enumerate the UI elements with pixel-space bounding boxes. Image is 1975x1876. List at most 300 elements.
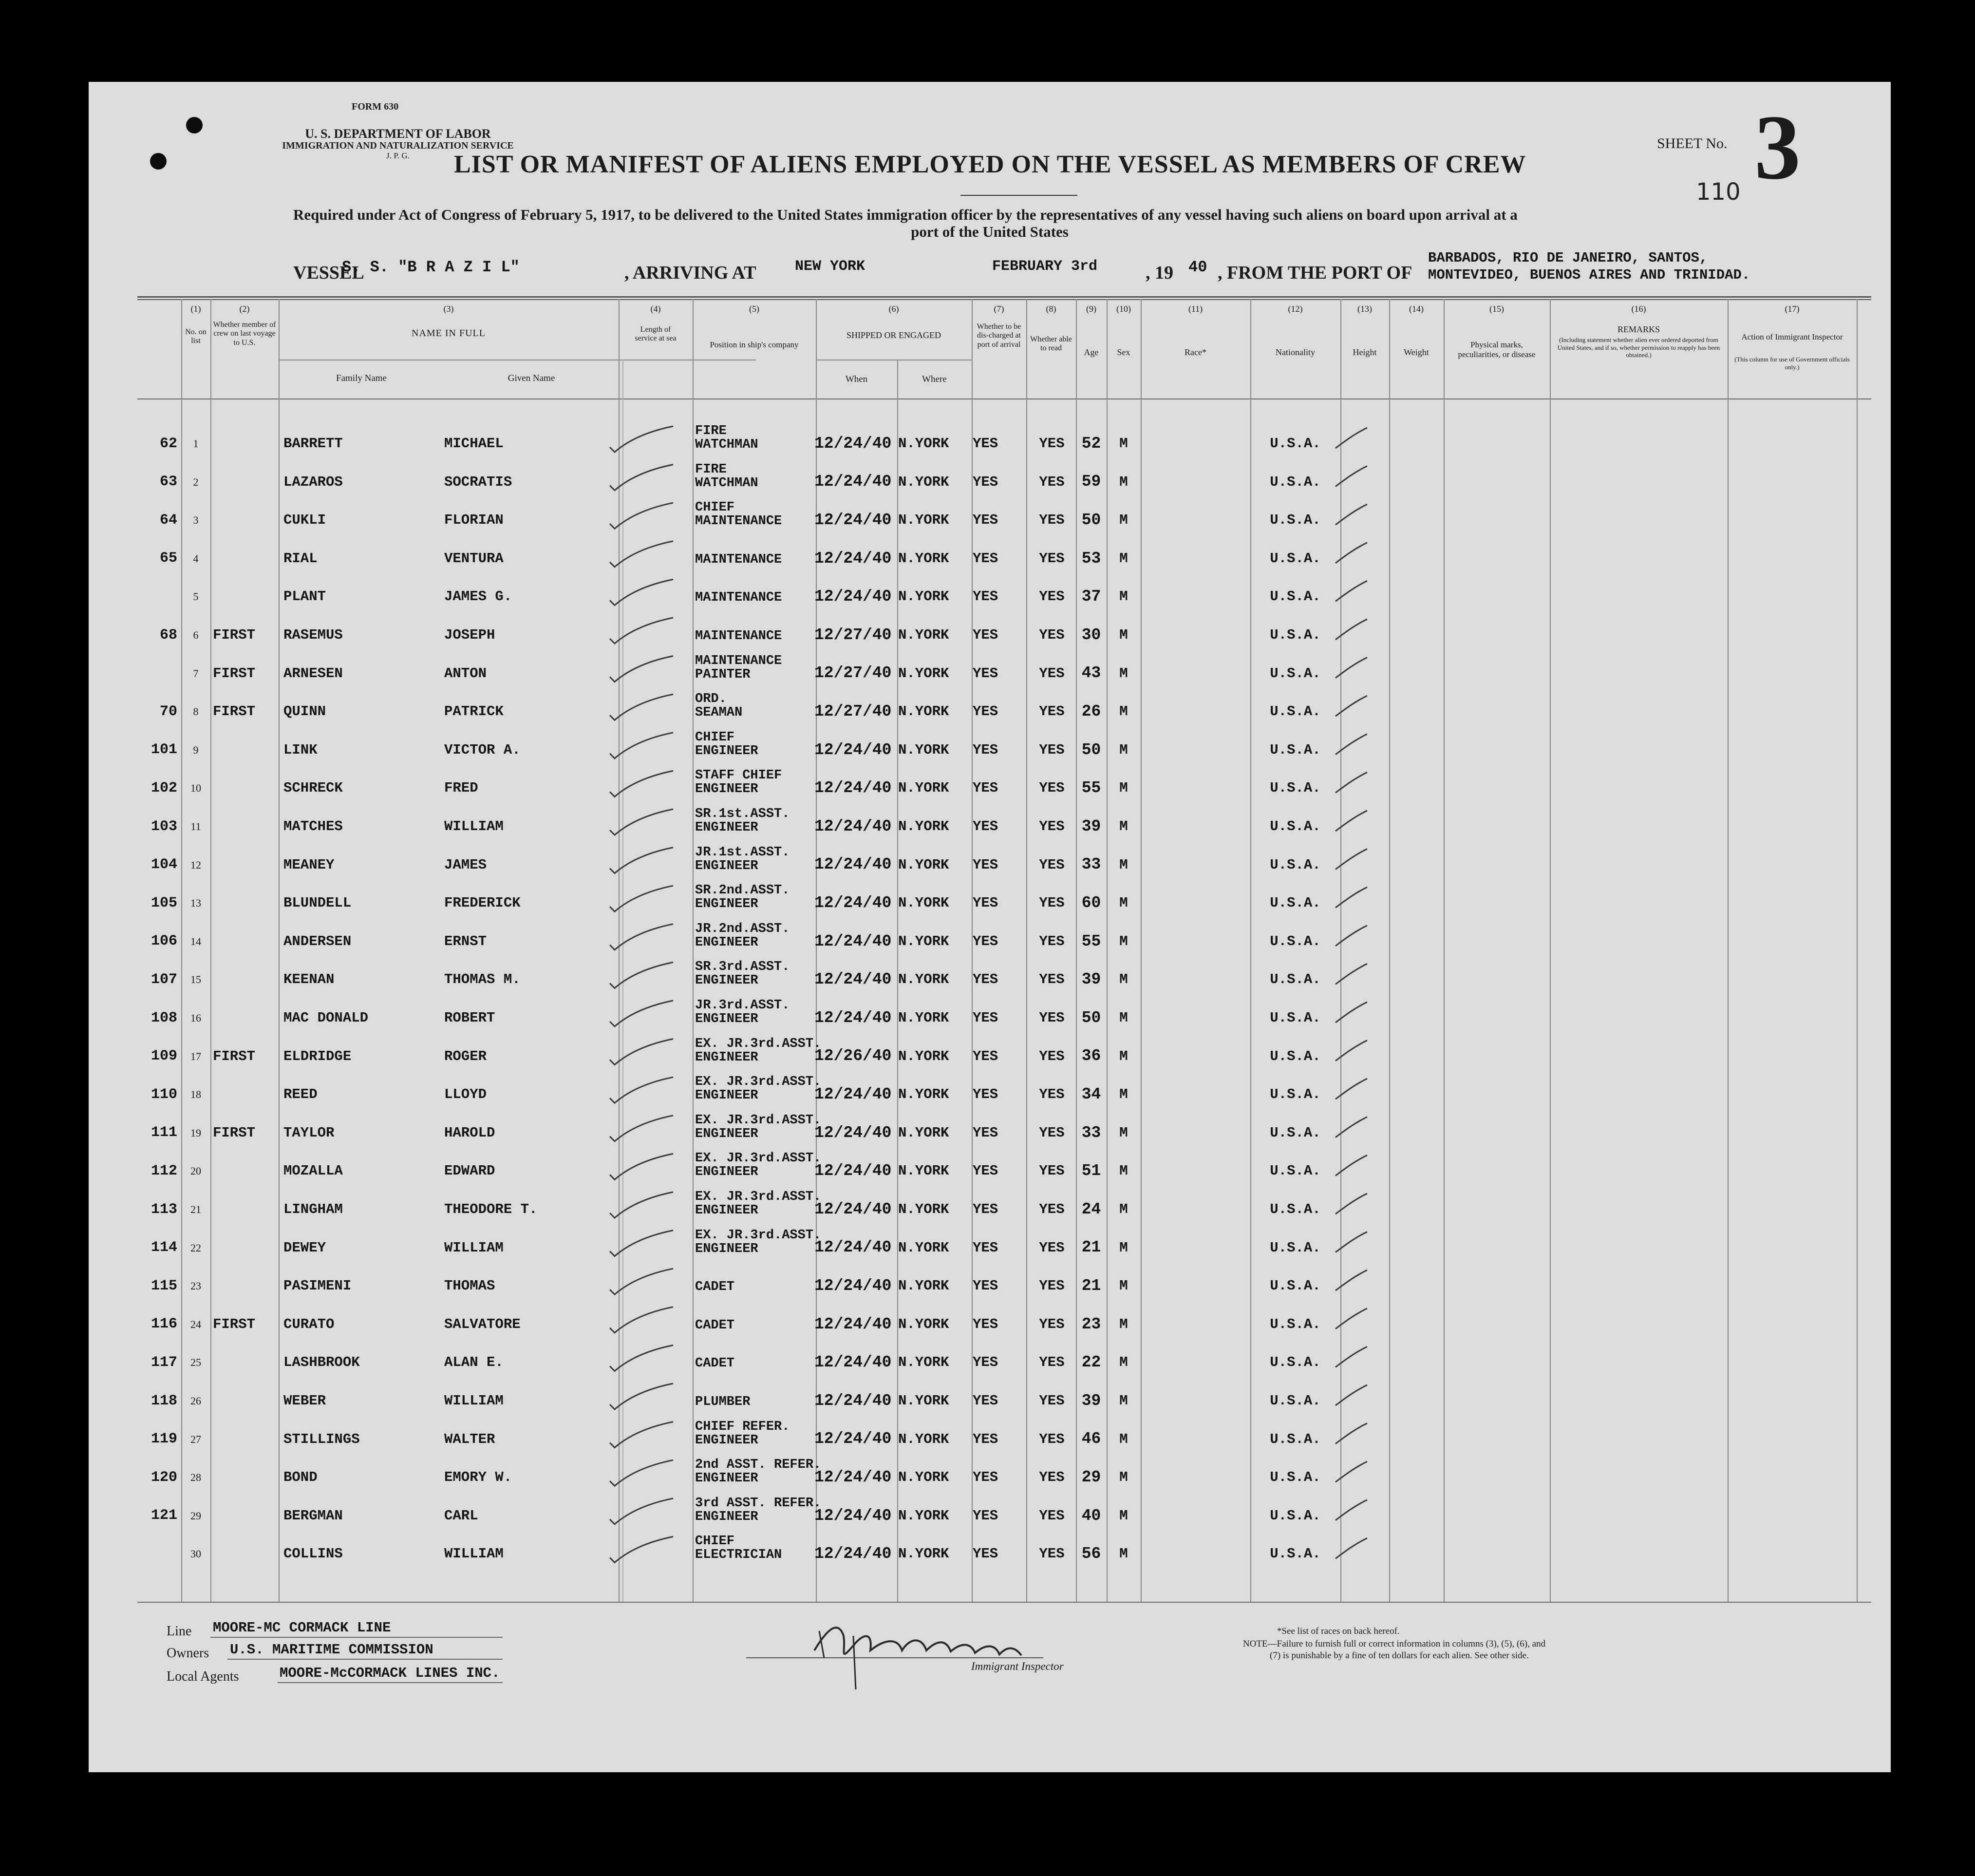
row-age: 21 [1081, 1277, 1101, 1295]
row-family-name: KEENAN [283, 971, 335, 988]
row-age: 53 [1081, 549, 1101, 568]
col17-number: (17) [1785, 304, 1800, 314]
row-position-line1: JR.3rd.ASST. [695, 998, 790, 1013]
row-ref-number: 109 [150, 1048, 177, 1065]
row-shipped-where: N.YORK [898, 1201, 949, 1218]
nationality-check-mark [1335, 1155, 1367, 1175]
service-check-mark [610, 1077, 673, 1103]
row-sex: M [1119, 933, 1128, 949]
row-nationality: U.S.A. [1270, 1086, 1321, 1103]
row-position-line1: MAINTENANCE [695, 653, 782, 668]
nationality-check-mark [1335, 1117, 1367, 1137]
row-position-line2: ENGINEER [695, 743, 758, 758]
row-sex: M [1119, 1507, 1128, 1524]
row-shipped-where: N.YORK [898, 550, 949, 567]
row-discharged: YES [973, 1124, 998, 1141]
row-shipped-when: 12/24/40 [814, 587, 892, 606]
row-discharged: YES [973, 550, 998, 567]
row-last-voyage: FIRST [213, 703, 256, 720]
row-nationality: U.S.A. [1270, 1278, 1321, 1294]
col4-number: (4) [650, 304, 661, 314]
row-sex: M [1119, 856, 1128, 873]
row-given-name: ERNST [444, 933, 487, 949]
row-able-to-read: YES [1039, 780, 1065, 796]
row-sex: M [1119, 1239, 1128, 1256]
col7-number: (7) [994, 304, 1004, 314]
row-shipped-where: N.YORK [898, 1239, 949, 1256]
form-number: FORM 630 [352, 101, 399, 112]
row-able-to-read: YES [1039, 741, 1065, 758]
row-family-name: MATCHES [283, 818, 343, 835]
row-ref-number: 112 [150, 1162, 177, 1179]
row-sex: M [1119, 703, 1128, 720]
row-shipped-where: N.YORK [898, 780, 949, 796]
row-shipped-where: N.YORK [898, 933, 949, 949]
row-sex: M [1119, 1086, 1128, 1103]
col3-family-label: Family Name [336, 373, 387, 383]
nationality-check-mark [1335, 428, 1367, 448]
row-shipped-where: N.YORK [898, 1124, 949, 1141]
row-age: 33 [1081, 1123, 1101, 1142]
row-ref-number: 117 [150, 1354, 177, 1371]
row-shipped-when: 12/27/40 [814, 625, 892, 644]
form-initials: J. P. G. [386, 151, 410, 160]
row-position-line2: ENGINEER [695, 1433, 758, 1448]
row-age: 52 [1081, 434, 1101, 453]
col8-number: (8) [1046, 304, 1056, 314]
service-check-mark [610, 1192, 673, 1218]
row-nationality: U.S.A. [1270, 780, 1321, 796]
row-shipped-when: 12/24/40 [814, 1468, 892, 1487]
row-shipped-when: 12/24/40 [814, 549, 892, 568]
service-check-mark [610, 1345, 673, 1371]
row-list-number: 13 [190, 897, 201, 910]
row-family-name: RASEMUS [283, 627, 343, 644]
row-discharged: YES [973, 1278, 998, 1294]
nationality-check-mark [1335, 466, 1367, 487]
row-ref-number: 114 [150, 1239, 177, 1256]
row-position-line2: ENGINEER [695, 1509, 758, 1524]
row-age: 36 [1081, 1047, 1101, 1065]
row-position-line1: SR.2nd.ASST. [695, 883, 790, 898]
col7-label: Whether to be dis-charged at port of arrival [977, 322, 1021, 349]
line-rule [210, 1637, 503, 1638]
row-nationality: U.S.A. [1270, 895, 1321, 911]
nationality-check-mark [1335, 1385, 1367, 1405]
row-shipped-where: N.YORK [898, 895, 949, 911]
service-check-mark [610, 1383, 673, 1409]
row-age: 46 [1081, 1430, 1101, 1448]
row-ref-number: 121 [150, 1507, 177, 1524]
row-given-name: WILLIAM [444, 1393, 504, 1409]
row-shipped-where: N.YORK [898, 1393, 949, 1409]
row-ref-number: 120 [150, 1469, 177, 1486]
col16-number: (16) [1631, 304, 1646, 314]
row-sex: M [1119, 512, 1128, 529]
col12-label: Nationality [1276, 347, 1315, 357]
nationality-check-mark [1335, 619, 1367, 640]
row-able-to-read: YES [1039, 1124, 1065, 1141]
stamp-number: 110 [1696, 178, 1741, 206]
row-shipped-where: N.YORK [898, 1431, 949, 1447]
row-shipped-where: N.YORK [898, 1354, 949, 1371]
row-able-to-read: YES [1039, 1163, 1065, 1179]
row-given-name: THOMAS [444, 1278, 495, 1294]
row-list-number: 3 [193, 514, 199, 527]
row-age: 56 [1081, 1545, 1101, 1563]
row-shipped-when: 12/26/40 [814, 1047, 892, 1065]
col12-number: (12) [1288, 304, 1303, 314]
row-position-line2: MAINTENANCE [695, 590, 782, 606]
col14-label: Weight [1404, 347, 1429, 357]
service-check-mark [610, 733, 673, 758]
row-nationality: U.S.A. [1270, 818, 1321, 835]
row-nationality: U.S.A. [1270, 550, 1321, 567]
row-sex: M [1119, 1201, 1128, 1218]
row-shipped-when: 12/24/40 [814, 1506, 892, 1525]
row-family-name: RIAL [283, 550, 318, 567]
service-check-mark [610, 1154, 673, 1179]
row-discharged: YES [973, 703, 998, 720]
row-shipped-when: 12/24/40 [814, 1162, 892, 1180]
service-check-mark [610, 848, 673, 873]
service-check-mark [610, 579, 673, 605]
nationality-check-mark [1335, 926, 1367, 946]
row-ref-number: 104 [150, 856, 177, 873]
row-list-number: 8 [193, 705, 199, 718]
row-given-name: EMORY W. [444, 1469, 512, 1486]
nationality-check-mark [1335, 1041, 1367, 1061]
col3-label: NAME IN FULL [412, 328, 486, 339]
row-nationality: U.S.A. [1270, 1354, 1321, 1371]
row-shipped-where: N.YORK [898, 665, 949, 682]
row-family-name: WEBER [283, 1393, 326, 1409]
row-age: 33 [1081, 855, 1101, 874]
row-position-line2: ENGINEER [695, 1165, 758, 1180]
row-position-line2: ENGINEER [695, 820, 758, 835]
nationality-check-mark [1335, 504, 1367, 525]
row-position-line1: CHIEF [695, 1534, 735, 1549]
row-nationality: U.S.A. [1270, 1507, 1321, 1524]
row-position-line2: CADET [695, 1318, 735, 1333]
row-nationality: U.S.A. [1270, 856, 1321, 873]
row-ref-number: 103 [150, 818, 177, 835]
nationality-check-mark [1335, 658, 1367, 678]
row-ref-number: 101 [150, 741, 177, 758]
row-list-number: 28 [190, 1471, 201, 1484]
row-nationality: U.S.A. [1270, 1393, 1321, 1409]
row-given-name: ROBERT [444, 1010, 495, 1026]
sheet-number: 3 [1754, 96, 1801, 199]
row-family-name: REED [283, 1086, 318, 1103]
row-shipped-where: N.YORK [898, 1010, 949, 1026]
row-able-to-read: YES [1039, 1239, 1065, 1256]
manifest-sheet [89, 82, 1891, 1772]
row-nationality: U.S.A. [1270, 512, 1321, 529]
row-able-to-read: YES [1039, 1393, 1065, 1409]
row-family-name: BLUNDELL [283, 895, 352, 911]
row-family-name: ANDERSEN [283, 933, 352, 949]
row-able-to-read: YES [1039, 1010, 1065, 1026]
row-nationality: U.S.A. [1270, 933, 1321, 949]
row-nationality: U.S.A. [1270, 1431, 1321, 1447]
col9-number: (9) [1086, 304, 1096, 314]
row-shipped-where: N.YORK [898, 1316, 949, 1332]
row-ref-number: 105 [150, 894, 177, 911]
nationality-check-mark [1335, 1461, 1367, 1482]
row-discharged: YES [973, 933, 998, 949]
row-shipped-where: N.YORK [898, 436, 949, 452]
row-nationality: U.S.A. [1270, 971, 1321, 988]
row-able-to-read: YES [1039, 1469, 1065, 1486]
row-discharged: YES [973, 665, 998, 682]
row-discharged: YES [973, 512, 998, 529]
row-given-name: HAROLD [444, 1124, 495, 1141]
line-value: MOORE-MC CORMACK LINE [213, 1620, 391, 1636]
row-age: 30 [1081, 625, 1101, 644]
row-able-to-read: YES [1039, 1507, 1065, 1524]
row-able-to-read: YES [1039, 1316, 1065, 1332]
row-given-name: JAMES [444, 856, 487, 873]
row-given-name: WILLIAM [444, 1239, 504, 1256]
service-check-mark [610, 1001, 673, 1026]
row-shipped-where: N.YORK [898, 1086, 949, 1103]
row-shipped-where: N.YORK [898, 588, 949, 605]
row-shipped-where: N.YORK [898, 474, 949, 490]
from-port-label: , FROM THE PORT OF [1218, 263, 1412, 283]
row-list-number: 7 [193, 667, 199, 680]
col9-label: Age [1084, 347, 1099, 357]
row-age: 40 [1081, 1506, 1101, 1525]
row-sex: M [1119, 1010, 1128, 1026]
row-list-number: 12 [190, 858, 201, 871]
row-age: 50 [1081, 740, 1101, 759]
row-list-number: 22 [190, 1241, 201, 1254]
row-discharged: YES [973, 474, 998, 490]
row-shipped-when: 12/24/40 [814, 1430, 892, 1448]
row-shipped-where: N.YORK [898, 1546, 949, 1562]
sheet-label: SHEET No. [1657, 135, 1728, 152]
row-position-line1: 2nd ASST. REFER. [695, 1458, 822, 1473]
row-discharged: YES [973, 1316, 998, 1332]
row-position-line2: ENGINEER [695, 858, 758, 873]
nationality-check-mark [1335, 1538, 1367, 1558]
row-age: 29 [1081, 1468, 1101, 1487]
ports-line1: BARBADOS, RIO DE JANEIRO, SANTOS, [1428, 250, 1708, 266]
agents-label: Local Agents [167, 1669, 239, 1684]
arriving-port: NEW YORK [795, 258, 865, 275]
service-check-mark [610, 809, 673, 835]
row-shipped-when: 12/24/40 [814, 1200, 892, 1218]
col13-label: Height [1353, 347, 1377, 357]
row-position-line2: ENGINEER [695, 1088, 758, 1103]
row-family-name: SCHRECK [283, 780, 343, 796]
row-age: 55 [1081, 932, 1101, 950]
row-age: 21 [1081, 1238, 1101, 1257]
row-family-name: LAZAROS [283, 474, 343, 490]
row-shipped-when: 12/24/40 [814, 855, 892, 874]
row-nationality: U.S.A. [1270, 1546, 1321, 1562]
row-able-to-read: YES [1039, 1278, 1065, 1294]
service-check-mark [610, 503, 673, 529]
row-last-voyage: FIRST [213, 1048, 256, 1064]
service-check-mark [610, 1536, 673, 1562]
row-shipped-where: N.YORK [898, 627, 949, 644]
row-list-number: 17 [190, 1050, 201, 1062]
row-list-number: 9 [193, 743, 199, 756]
row-given-name: THEODORE T. [444, 1201, 538, 1218]
row-position-line1: ORD. [695, 692, 727, 707]
row-family-name: MEANEY [283, 856, 335, 873]
row-position-line2: PAINTER [695, 667, 751, 682]
row-shipped-when: 12/24/40 [814, 1008, 892, 1027]
row-ref-number: 116 [150, 1316, 177, 1333]
row-sex: M [1119, 1316, 1128, 1332]
row-nationality: U.S.A. [1270, 1124, 1321, 1141]
service-check-mark [610, 1498, 673, 1524]
row-nationality: U.S.A. [1270, 1010, 1321, 1026]
row-given-name: LLOYD [444, 1086, 487, 1103]
row-list-number: 1 [193, 437, 199, 450]
row-ref-number: 62 [159, 435, 177, 452]
row-given-name: ROGER [444, 1048, 487, 1064]
penalty-note-line1: NOTE—Failure to furnish full or correct information in columns (3), (5), (6), and [1243, 1639, 1546, 1649]
row-list-number: 18 [190, 1088, 201, 1101]
row-shipped-when: 12/24/40 [814, 1353, 892, 1372]
row-age: 34 [1081, 1085, 1101, 1104]
row-family-name: DEWEY [283, 1239, 326, 1256]
row-family-name: CUKLI [283, 512, 326, 529]
service-check-mark [610, 886, 673, 911]
row-sex: M [1119, 895, 1128, 911]
col16-note: (Including statement whether alien ever ordered deported from United States, and if so, whether permission to reapply has been obtained.) [1557, 336, 1720, 359]
row-age: 22 [1081, 1353, 1101, 1372]
nationality-check-mark [1335, 1346, 1367, 1367]
row-able-to-read: YES [1039, 1431, 1065, 1447]
row-list-number: 26 [190, 1394, 201, 1407]
row-position-line1: FIRE [695, 424, 727, 438]
row-position-line2: ENGINEER [695, 897, 758, 912]
col15-label: Physical marks, peculiarities, or disease [1458, 340, 1536, 359]
service-check-mark [610, 618, 673, 644]
col11-number: (11) [1188, 304, 1203, 314]
row-discharged: YES [973, 741, 998, 758]
row-position-line1: SR.3rd.ASST. [695, 960, 790, 975]
row-last-voyage: FIRST [213, 665, 256, 682]
row-list-number: 19 [190, 1126, 201, 1139]
row-given-name: EDWARD [444, 1163, 495, 1179]
row-given-name: FLORIAN [444, 512, 504, 529]
nationality-check-mark [1335, 1308, 1367, 1329]
row-position-line2: WATCHMAN [695, 437, 758, 452]
row-age: 50 [1081, 511, 1101, 530]
row-family-name: ELDRIDGE [283, 1048, 352, 1064]
row-discharged: YES [973, 1393, 998, 1409]
service-check-mark [610, 1269, 673, 1294]
row-discharged: YES [973, 1469, 998, 1486]
row-position-line2: CADET [695, 1280, 735, 1295]
row-shipped-when: 12/24/40 [814, 1123, 892, 1142]
row-shipped-when: 12/24/40 [814, 1545, 892, 1563]
row-shipped-when: 12/24/40 [814, 932, 892, 950]
service-check-mark [610, 1039, 673, 1065]
service-check-mark [610, 465, 673, 491]
row-discharged: YES [973, 1010, 998, 1026]
row-position-line2: ENGINEER [695, 782, 758, 797]
row-age: 39 [1081, 970, 1101, 989]
row-age: 51 [1081, 1162, 1101, 1180]
row-sex: M [1119, 971, 1128, 988]
nationality-check-mark [1335, 887, 1367, 908]
row-position-line2: WATCHMAN [695, 475, 758, 491]
inspector-signature [741, 1616, 1082, 1694]
nationality-check-mark [1335, 1232, 1367, 1252]
row-discharged: YES [973, 588, 998, 605]
service-check-mark [610, 924, 673, 950]
col3-given-label: Given Name [508, 373, 555, 383]
row-family-name: MAC DONALD [283, 1010, 369, 1026]
row-able-to-read: YES [1039, 1048, 1065, 1064]
row-ref-number: 68 [159, 626, 177, 644]
row-age: 55 [1081, 779, 1101, 797]
row-given-name: WALTER [444, 1431, 495, 1447]
row-list-number: 23 [190, 1280, 201, 1292]
col6-where-label: Where [922, 374, 947, 384]
row-family-name: BARRETT [283, 436, 343, 452]
row-list-number: 6 [193, 628, 199, 641]
row-position-line2: CADET [695, 1356, 735, 1371]
row-sex: M [1119, 1163, 1128, 1179]
col6-label: SHIPPED OR ENGAGED [846, 330, 941, 340]
row-sex: M [1119, 550, 1128, 567]
row-able-to-read: YES [1039, 856, 1065, 873]
col16-label: REMARKS [1617, 324, 1660, 334]
row-position-line2: MAINTENANCE [695, 629, 782, 644]
row-shipped-where: N.YORK [898, 512, 949, 529]
row-sex: M [1119, 1354, 1128, 1371]
row-ref-number: 113 [150, 1201, 177, 1218]
row-able-to-read: YES [1039, 818, 1065, 835]
row-position-line2: ELECTRICIAN [695, 1548, 782, 1563]
row-position-line1: FIRE [695, 462, 727, 477]
vessel-label: VESSEL [293, 263, 364, 283]
row-sex: M [1119, 818, 1128, 835]
owners-label: Owners [167, 1646, 209, 1661]
row-ref-number: 111 [150, 1124, 177, 1141]
row-last-voyage: FIRST [213, 1316, 256, 1332]
row-able-to-read: YES [1039, 703, 1065, 720]
row-discharged: YES [973, 1048, 998, 1064]
row-sex: M [1119, 1048, 1128, 1064]
row-family-name: LINGHAM [283, 1201, 343, 1218]
nationality-check-mark [1335, 581, 1367, 601]
row-position-line2: MAINTENANCE [695, 552, 782, 567]
row-shipped-when: 12/24/40 [814, 1315, 892, 1333]
row-shipped-when: 12/24/40 [814, 740, 892, 759]
col1-label: No. on list [185, 328, 207, 345]
row-position-line1: JR.1st.ASST. [695, 845, 790, 860]
row-discharged: YES [973, 1239, 998, 1256]
row-age: 39 [1081, 1391, 1101, 1410]
row-list-number: 5 [193, 590, 199, 603]
row-age: 50 [1081, 1008, 1101, 1027]
row-given-name: MICHAEL [444, 436, 504, 452]
row-age: 23 [1081, 1315, 1101, 1333]
row-shipped-when: 12/24/40 [814, 1238, 892, 1257]
row-position-line1: EX. JR.3rd.ASST. [695, 1151, 822, 1166]
row-shipped-when: 12/24/40 [814, 473, 892, 491]
row-sex: M [1119, 780, 1128, 796]
